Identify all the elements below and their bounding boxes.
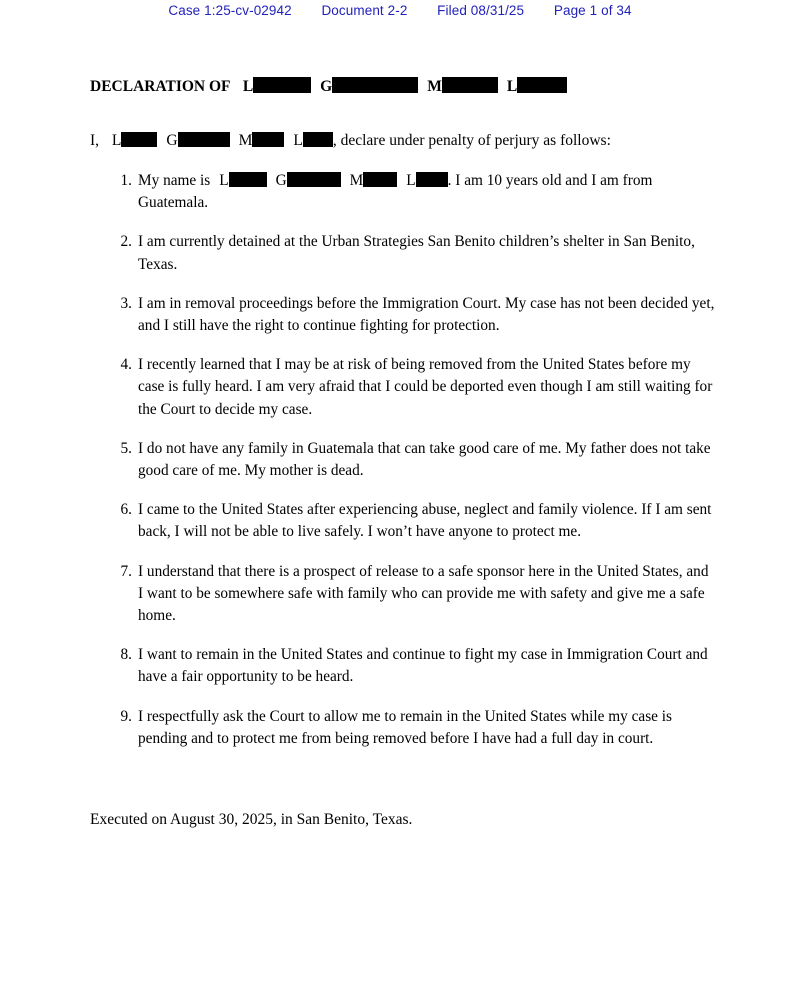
claim-text: I understand that there is a prospect of release to a safe sponsor here in the United States, and I want to be somewhere safe with family who can provide me with safety and give me a safe home.	[138, 562, 709, 625]
name-initial: G	[320, 78, 333, 95]
name-initial: L	[111, 132, 122, 149]
claim-text: I am currently detained at the Urban Strategies San Benito children’s shelter in San Benito, Texas.	[138, 233, 695, 273]
name-initial: L	[406, 172, 416, 189]
header-filed-date: Filed 08/31/25	[437, 3, 525, 18]
claim-item	[90, 438, 715, 482]
claim-item	[90, 170, 715, 214]
ecf-header-stamp	[0, 3, 800, 18]
redaction-bar	[252, 132, 284, 147]
name-initial: M	[427, 78, 442, 95]
name-initial: L	[293, 132, 303, 149]
redaction-bar	[363, 172, 397, 187]
declaration-title	[90, 77, 567, 97]
redaction-bar	[303, 132, 333, 147]
claim-text: I am in removal proceedings before the Immigration Court. My case has not been decided yet, and I still have the right to continue fighting for protection.	[138, 294, 715, 335]
claim-number: 8.	[120, 646, 132, 664]
claim-text: I do not have any family in Guatemala that can take good care of me. My father does not take good care of me. My mother is dead.	[138, 439, 711, 480]
claim-text-prefix: My name is	[138, 172, 211, 189]
header-case-number: Case 1:25-cv-02942	[168, 3, 292, 18]
claim-text: I want to remain in the United States and continue to fight my case in Immigration Court and have a fair opportunity to be heard.	[138, 646, 708, 686]
name-initial: L	[219, 172, 229, 189]
claim-text-suffix: . I am 10 years old and I am from Guatemala.	[138, 172, 653, 212]
redaction-bar	[178, 132, 230, 147]
claim-number: 6.	[120, 501, 132, 519]
header-page-number: Page 1 of 34	[553, 3, 632, 18]
redaction-bar	[517, 77, 567, 93]
claim-text	[138, 170, 715, 214]
claim-redacted-name	[210, 172, 447, 189]
redaction-bar	[253, 77, 311, 93]
claim-item	[90, 293, 715, 337]
claim-text: I respectfully ask the Court to allow me to remain in the United States while my case is pending and to protect me from being removed before I have had a full day in court.	[138, 707, 672, 747]
declare-redacted-name	[103, 132, 333, 149]
claim-item	[90, 231, 715, 275]
claim-number: 7.	[120, 562, 132, 580]
claim-number: 9.	[120, 707, 132, 725]
redaction-bar	[287, 172, 341, 187]
header-document-number: Document 2-2	[321, 3, 408, 18]
redaction-bar	[229, 172, 267, 187]
redaction-bar	[442, 77, 498, 93]
redaction-bar	[121, 132, 157, 147]
claim-item	[90, 706, 715, 750]
claim-number: 5.	[120, 439, 132, 457]
name-initial: L	[506, 78, 518, 95]
name-initial: G	[166, 132, 178, 149]
name-initial: M	[349, 172, 364, 189]
name-initial: L	[242, 78, 254, 95]
declaration-opening-line	[90, 131, 611, 151]
name-initial: M	[238, 132, 253, 149]
declare-prefix: I,	[90, 132, 100, 149]
claim-number: 2.	[120, 233, 132, 251]
execution-line: Executed on August 30, 2025, in San Benito, Texas.	[90, 811, 413, 828]
claim-number: 1.	[120, 172, 132, 189]
title-prefix: DECLARATION OF	[90, 78, 230, 95]
claim-item	[90, 561, 715, 628]
claim-text: I came to the United States after experiencing abuse, neglect and family violence. If I am sent back, I will not be able to live safely. I won’t have anyone to protect me.	[138, 501, 712, 541]
claim-number: 4.	[120, 356, 132, 374]
title-redacted-name	[234, 78, 567, 95]
claim-item	[90, 354, 715, 421]
declare-suffix: , declare under penalty of perjury as follows:	[332, 132, 611, 149]
redaction-bar	[416, 172, 448, 187]
redaction-bar	[332, 77, 418, 93]
claim-item	[90, 644, 715, 688]
numbered-claims-list	[90, 170, 715, 767]
claim-number: 3.	[120, 294, 132, 312]
name-initial: G	[275, 172, 287, 189]
claim-text: I recently learned that I may be at risk of being removed from the United States before my case is fully heard. I am very afraid that I could be deported even though I am still waiting for the Court to decide my case.	[138, 356, 713, 418]
claim-item	[90, 499, 715, 543]
